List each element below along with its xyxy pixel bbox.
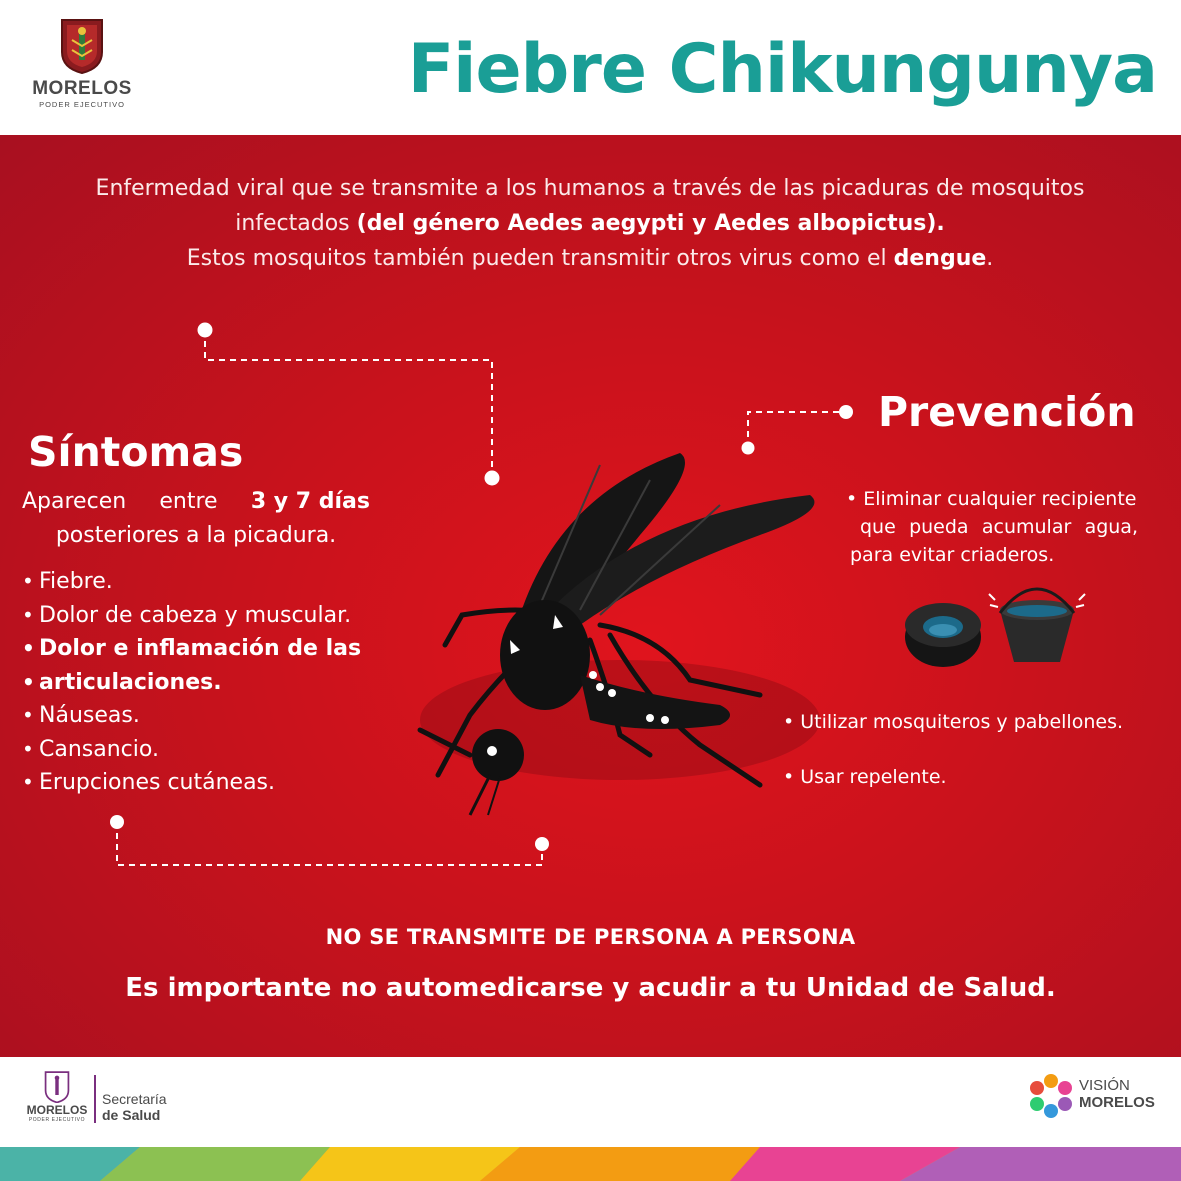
vision-morelos-logo [1027, 1073, 1167, 1119]
sintomas-list [22, 565, 372, 800]
prevencion-word: que [860, 516, 896, 538]
footer-logo-subtitle: PODER EJECUTIVO [28, 1117, 86, 1123]
prevencion-item-1-line-1: • Eliminar cualquier recipiente [846, 488, 1137, 510]
sintomas-intro-line-1 [22, 485, 370, 519]
prevencion-item-1-line-2 [846, 513, 1138, 541]
secretaria-salud [102, 1091, 167, 1123]
prevencion-word: acumular [981, 516, 1072, 538]
list-item-continuation-text: articulaciones. [39, 669, 222, 695]
tire-icon [905, 603, 981, 667]
logo-subtitle: PODER EJECUTIVO [39, 100, 125, 109]
secretaria-label: Secretaría [102, 1091, 167, 1107]
vision-morelos-icon [1027, 1073, 1075, 1119]
footer [0, 1057, 1181, 1147]
mosquito-illustration [420, 453, 820, 815]
list-item: • Dolor e inflamación de las [22, 632, 372, 666]
list-item: • Fiebre. [22, 565, 372, 599]
prevencion-item-1 [846, 485, 1138, 569]
footer-morelos-logo [22, 1071, 92, 1123]
list-item: • Dolor de cabeza y muscular. [22, 599, 372, 633]
intro-line-1: Enfermedad viral que se transmite a los humanos a través de las picaduras de mosquitos [95, 176, 1085, 201]
vision-text [1079, 1077, 1155, 1111]
sintomas-intro [22, 485, 370, 553]
intro-line-3-end: . [986, 246, 994, 271]
color-stripe [0, 1147, 1181, 1181]
prevencion-item-2: • Utilizar mosquiteros y pabellones. [783, 711, 1124, 733]
sintomas-intro-word-1: Aparecen [22, 489, 127, 514]
prevencion-item-1-line-3: para evitar criaderos. [850, 544, 1055, 566]
prevencion-word: pueda [909, 516, 969, 538]
prevencion-item-3: • Usar repelente. [783, 766, 947, 788]
intro-line-2 [55, 206, 1125, 241]
sintomas-intro-word-2: entre [159, 489, 218, 514]
prevencion-word: agua, [1084, 516, 1138, 538]
header [0, 0, 1181, 135]
transmission-notice: NO SE TRANSMITE DE PERSONA A PERSONA [325, 925, 856, 949]
list-item: • Cansancio. [22, 733, 372, 767]
salud-label: de Salud [102, 1107, 161, 1123]
prevencion-heading: Prevención [878, 388, 1136, 436]
sintomas-heading: Síntomas [28, 428, 244, 476]
page-title: Fiebre Chikungunya [407, 30, 1157, 109]
sintomas-intro-days: 3 y 7 días [250, 489, 370, 514]
logo-brand: MORELOS [32, 78, 132, 99]
list-item: • Erupciones cutáneas. [22, 766, 372, 800]
intro-line-2-text: infectados [235, 211, 357, 236]
morelos-shield-icon [44, 1071, 70, 1103]
intro-dengue: dengue [893, 246, 987, 271]
closing-message: Es importante no automedicarse y acudir a tu Unidad de Salud. [125, 973, 1056, 1003]
footer-divider [94, 1075, 96, 1123]
vision-line-2: MORELOS [1079, 1094, 1155, 1111]
intro-text [55, 171, 1125, 276]
intro-line-3 [55, 241, 1125, 276]
bucket-icon [989, 589, 1085, 662]
footer-logo-brand: MORELOS [26, 1103, 88, 1117]
vision-line-1: VISIÓN [1079, 1077, 1130, 1094]
list-item: • Náuseas. [22, 699, 372, 733]
intro-line-3-text: Estos mosquitos también pueden transmitir otros virus como el [186, 246, 894, 271]
list-item-continuation [22, 666, 372, 700]
morelos-shield-icon [60, 18, 104, 74]
info-panel [0, 135, 1181, 1057]
intro-species: (del género Aedes aegypti y Aedes albopictus). [356, 211, 945, 236]
morelos-logo [26, 18, 138, 109]
sintomas-intro-line-2: posteriores a la picadura. [55, 523, 337, 548]
